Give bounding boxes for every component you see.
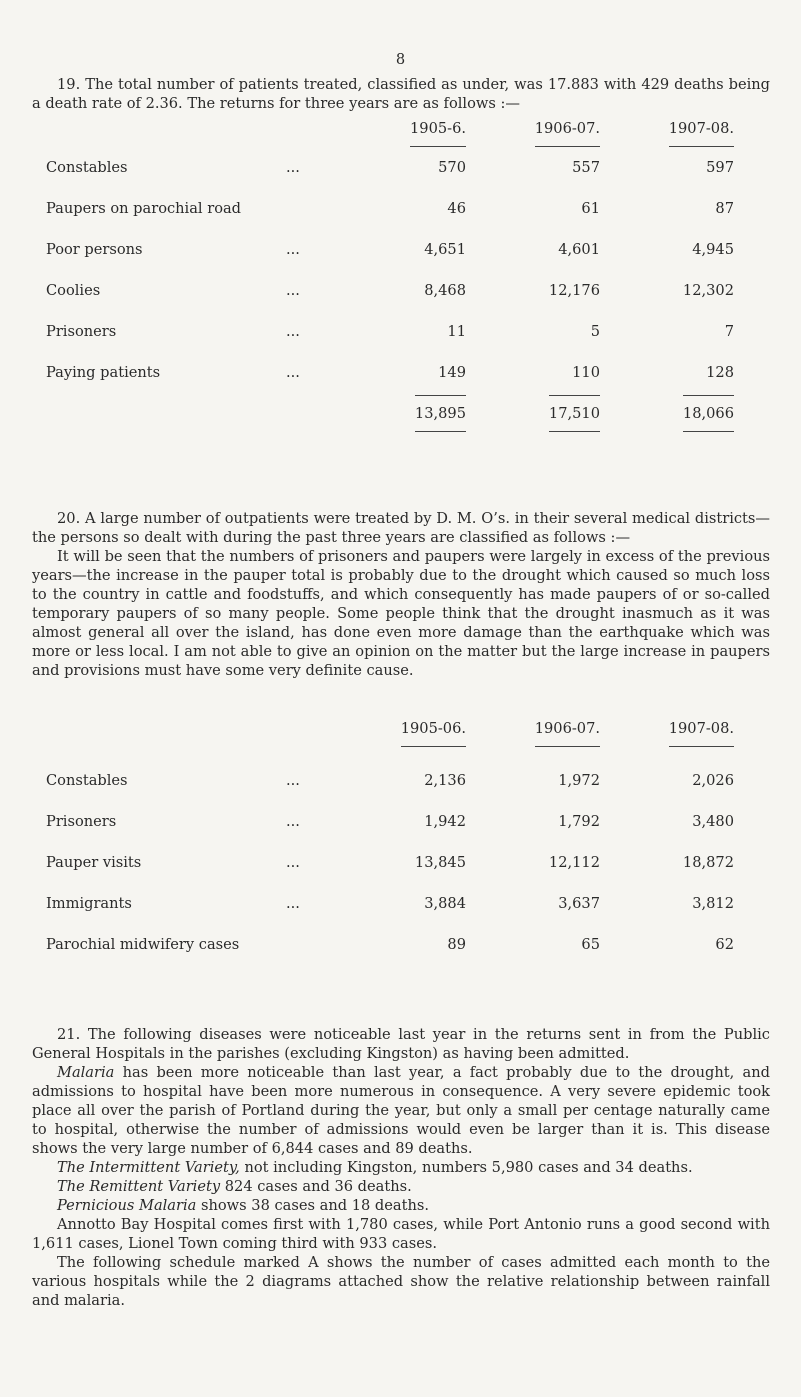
year-header-cell bbox=[480, 719, 614, 760]
row-label: Poor persons bbox=[46, 241, 143, 258]
row-value: 89 bbox=[447, 936, 466, 953]
row-leader-dots: ... bbox=[286, 282, 300, 299]
total-value: 18,066 bbox=[683, 395, 734, 432]
row-value: 128 bbox=[706, 364, 734, 381]
row-leader-dots: ... bbox=[286, 854, 300, 871]
paragraph-20-intro: 20. A large number of outpatients were treated by D. M. O’s. in their several medical districts—the persons so dealt with during the past three years are classified as follows :— bbox=[32, 510, 770, 546]
row-value: 62 bbox=[715, 936, 734, 953]
year-header: 1907-08. bbox=[669, 719, 734, 747]
row-value: 4,601 bbox=[558, 241, 600, 258]
year-header-cell bbox=[614, 719, 748, 760]
row-label: Paupers on parochial road bbox=[46, 200, 242, 217]
row-value: 18,872 bbox=[682, 854, 734, 871]
row-label: Pauper visits bbox=[46, 854, 142, 871]
year-header: 1905-6. bbox=[410, 119, 466, 147]
year-header-cell bbox=[346, 119, 480, 147]
table-row bbox=[46, 801, 748, 842]
row-value: 12,176 bbox=[548, 282, 600, 299]
row-leader-dots: ... bbox=[286, 364, 300, 381]
row-label: Constables bbox=[46, 772, 128, 789]
malaria-term: Malaria bbox=[57, 1064, 115, 1081]
row-value: 1,942 bbox=[424, 813, 466, 830]
row-value: 597 bbox=[706, 159, 734, 176]
row-value: 12,302 bbox=[682, 282, 734, 299]
row-label: Prisoners bbox=[46, 813, 117, 830]
intermittent-paragraph bbox=[32, 1158, 770, 1177]
row-label: Prisoners bbox=[46, 323, 117, 340]
table-row bbox=[46, 842, 748, 883]
row-value: 4,651 bbox=[424, 241, 466, 258]
totals-spacer bbox=[46, 393, 286, 434]
year-header-cell bbox=[614, 119, 748, 147]
row-leader-dots: ... bbox=[286, 323, 300, 340]
row-leader-dots: ... bbox=[286, 895, 300, 912]
table-row bbox=[46, 352, 748, 393]
total-value: 13,895 bbox=[415, 395, 466, 432]
table-row bbox=[46, 760, 748, 801]
row-value: 7 bbox=[724, 323, 734, 340]
table-header-row bbox=[46, 719, 748, 760]
row-value: 3,812 bbox=[692, 895, 734, 912]
row-label: Constables bbox=[46, 159, 128, 176]
row-value: 11 bbox=[447, 323, 466, 340]
paragraph-20-body: It will be seen that the numbers of prisoners and paupers were largely in excess of the previous years—the increase in the pauper total is probably due to the drought which caused so much loss to the country in cattle and foodstuffs, and which consequently has made paupers of or so-called temporary paupers of so many people. Some people think that the drought inasmuch as it was almost general all over the island, has done even more damage than the earthquake which was more or less local. I am not able to give an opinion on the matter but the large increase in paupers and provisions must have some very definite cause. bbox=[32, 548, 770, 679]
table-row bbox=[46, 924, 748, 965]
row-leader-dots: ... bbox=[286, 241, 300, 258]
row-value: 8,468 bbox=[424, 282, 466, 299]
row-leader-dots: ... bbox=[286, 159, 300, 176]
table-row bbox=[46, 883, 748, 924]
pernicious-paragraph bbox=[32, 1196, 770, 1215]
row-leader-dots: ... bbox=[286, 772, 300, 789]
schedule-paragraph: The following schedule marked A shows the number of cases admitted each month to the various hospitals while the 2 diagrams attached show the relative relationship between rainfall and malaria. bbox=[32, 1254, 770, 1309]
header-spacer bbox=[286, 119, 346, 147]
row-value: 61 bbox=[581, 200, 600, 217]
paragraph-21-intro: 21. The following diseases were noticeable last year in the returns sent in from the Public General Hospitals in the parishes (excluding Kingston) as having been admitted. bbox=[32, 1026, 770, 1062]
remittent-term: The Remittent Variety bbox=[57, 1178, 221, 1195]
row-value: 557 bbox=[572, 159, 600, 176]
table-row bbox=[46, 270, 748, 311]
table-row bbox=[46, 229, 748, 270]
table-row bbox=[46, 147, 748, 188]
row-value: 2,136 bbox=[424, 772, 466, 789]
total-cell bbox=[614, 393, 748, 434]
row-value: 5 bbox=[590, 323, 600, 340]
row-value: 2,026 bbox=[692, 772, 734, 789]
year-header: 1906-07. bbox=[535, 119, 600, 147]
row-value: 3,884 bbox=[424, 895, 466, 912]
table-row bbox=[46, 188, 748, 229]
row-leader-dots bbox=[286, 188, 346, 229]
row-value: 87 bbox=[715, 200, 734, 217]
patients-table bbox=[46, 119, 748, 434]
row-value: 4,945 bbox=[692, 241, 734, 258]
row-value: 3,637 bbox=[558, 895, 600, 912]
total-cell bbox=[346, 393, 480, 434]
totals-spacer bbox=[286, 393, 346, 434]
malaria-paragraph bbox=[32, 1063, 770, 1158]
total-value: 17,510 bbox=[549, 395, 600, 432]
header-spacer bbox=[46, 719, 286, 760]
row-value: 570 bbox=[438, 159, 466, 176]
row-value: 149 bbox=[438, 364, 466, 381]
row-value: 46 bbox=[447, 200, 466, 217]
row-value: 1,792 bbox=[558, 813, 600, 830]
row-label: Coolies bbox=[46, 282, 101, 299]
table-header-row bbox=[46, 119, 748, 147]
paragraph-20 bbox=[32, 509, 770, 680]
intermittent-text: not including Kingston, numbers 5,980 cases and 34 deaths. bbox=[239, 1159, 693, 1176]
remittent-paragraph bbox=[32, 1177, 770, 1196]
paragraph-21 bbox=[32, 1025, 770, 1310]
total-cell bbox=[480, 393, 614, 434]
year-header-cell bbox=[346, 719, 480, 760]
row-label: Parochial midwifery cases bbox=[46, 936, 240, 953]
row-value: 1,972 bbox=[558, 772, 600, 789]
row-value: 12,112 bbox=[548, 854, 600, 871]
pernicious-text: shows 38 cases and 18 deaths. bbox=[196, 1197, 429, 1214]
totals-row bbox=[46, 393, 748, 434]
table-row bbox=[46, 311, 748, 352]
row-value: 65 bbox=[581, 936, 600, 953]
intermittent-term: The Intermittent Variety, bbox=[57, 1159, 240, 1176]
row-value: 13,845 bbox=[414, 854, 466, 871]
annotto-paragraph: Annotto Bay Hospital comes first with 1,780 cases, while Port Antonio runs a good second with 1,611 cases, Lionel Town coming third with 933 cases. bbox=[32, 1216, 770, 1252]
header-spacer bbox=[46, 119, 286, 147]
row-label: Immigrants bbox=[46, 895, 132, 912]
outpatients-table bbox=[46, 719, 748, 965]
year-header-cell bbox=[480, 119, 614, 147]
pernicious-term: Pernicious Malaria bbox=[57, 1197, 197, 1214]
row-value: 3,480 bbox=[692, 813, 734, 830]
year-header: 1905-06. bbox=[401, 719, 466, 747]
year-header: 1907-08. bbox=[669, 119, 734, 147]
row-label: Paying patients bbox=[46, 364, 161, 381]
page-number: 8 bbox=[395, 51, 406, 68]
row-leader-dots bbox=[286, 924, 346, 965]
row-value: 110 bbox=[572, 364, 600, 381]
paragraph-19: 19. The total number of patients treated, classified as under, was 17.883 with 429 deaths being a death rate of 2.36. The returns for three years are as follows :— bbox=[32, 76, 770, 112]
malaria-text: has been more noticeable than last year, a fact probably due to the drought, and admissions to hospital have been more numerous in consequence. A very severe epidemic took place all over the parish of Portland during the year, but only a small per centage naturally came to hospital, otherwise the number of admissions would even be larger than it is. This disease shows the very large number of 6,844 cases and 89 deaths. bbox=[32, 1064, 770, 1157]
year-header: 1906-07. bbox=[535, 719, 600, 747]
remittent-text: 824 cases and 36 deaths. bbox=[220, 1178, 412, 1195]
header-spacer bbox=[286, 719, 346, 760]
row-leader-dots: ... bbox=[286, 813, 300, 830]
